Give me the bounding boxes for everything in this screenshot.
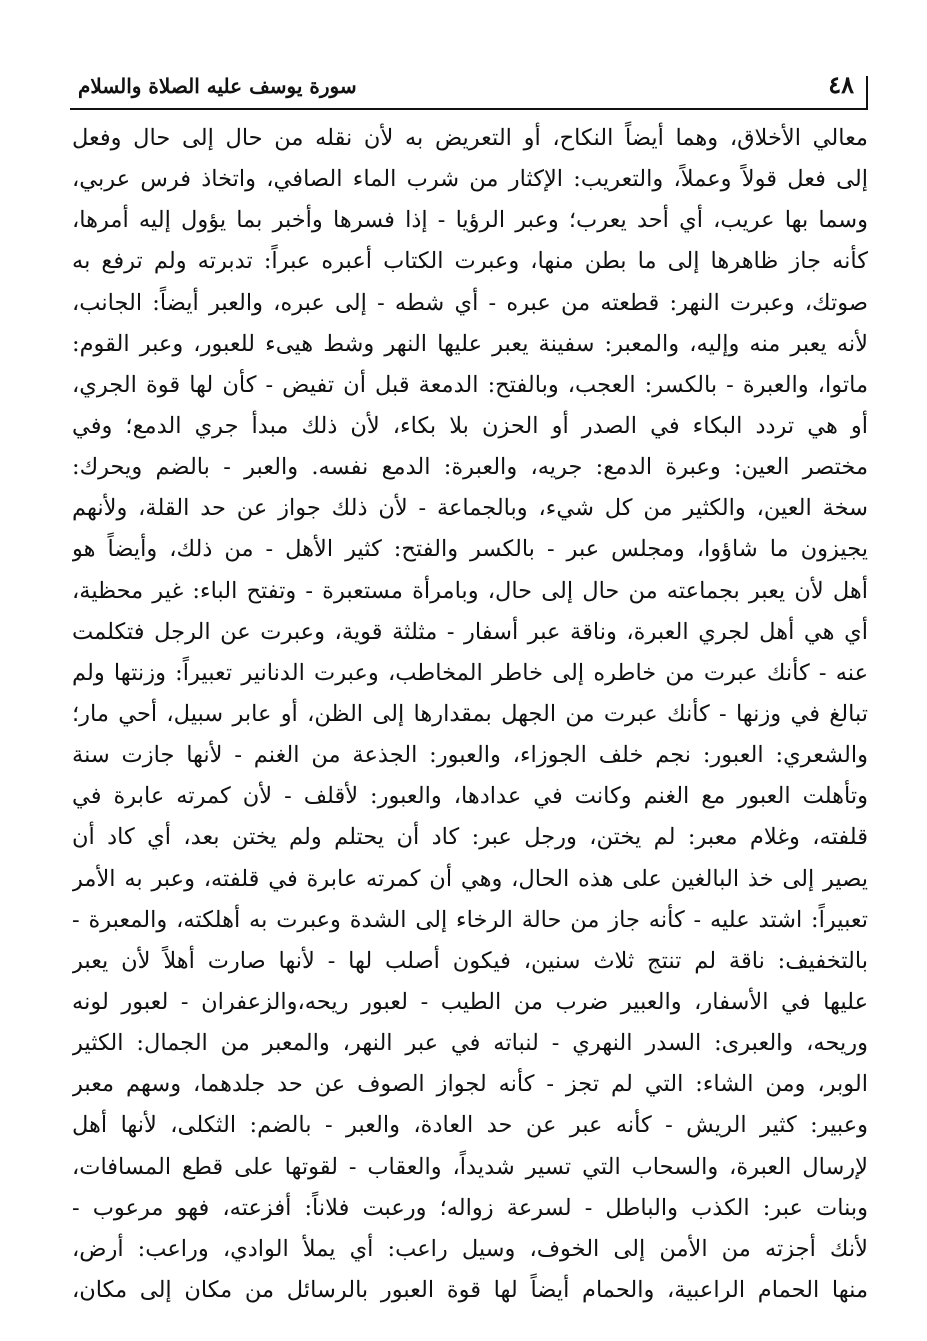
body-text [72,118,868,1311]
text-line: الوبر، ومن الشاء: التي لم تجز - كأنه لجواز الصوف عن حد جلدهما، وسهم معبر [72,1071,868,1098]
text-line: وتأهلت العبور مع الغنم وكانت في عدادها، والعبور: لأقلف - لأن كمرته عابرة في [72,783,868,810]
text-line: أهل لأن يعبر بجماعته من حال إلى حال، وبامرأة مستعبرة - وتفتح الباء: غير محظية، [72,577,868,604]
text-line: عليها في الأسفار، والعبير ضرب من الطيب - لعبور ريحه،والزعفران - لعبور لونه [72,988,868,1015]
text-line: وريحه، والعبرى: السدر النهري - لنباته في عبر النهر، والمعبر من الجمال: الكثير [72,1030,868,1057]
running-title: سورة يوسف عليه الصلاة والسلام [78,74,357,98]
text-line: أي هي أهل لجري العبرة، وناقة عبر أسفار - مثلثة قوية، وعبرت عن الرجل فتكلمت [72,618,868,645]
header-separator [866,76,868,110]
text-line: لأنك أجزته من الأمن إلى الخوف، وسيل راعب: أي يملأ الوادي، وراعب: أرض، [72,1235,868,1262]
text-line: قلفته، وغلام معبر: لم يختن، ورجل عبر: كاد أن يحتلم ولم يختن بعد، أي كاد أن [72,824,868,851]
text-line: لأنه يعبر منه وإليه، والمعبر: سفينة يعبر عليها النهر وشط هيىء للعبور، وعبر القوم: [72,330,868,357]
text-line: يصير إلى خذ البالغين على هذه الحال، وهي أن كمرته عابرة في قلفته، وعبر به الأمر [72,865,868,892]
text-line: أو هي تردد البكاء في الصدر أو الحزن بلا بكاء، لأن ذلك مبدأ جري الدمع؛ وفي [72,412,868,439]
text-line: وبنات عبر: الكذب والباطل - لسرعة زواله؛ ورعبت فلاناً: أفزعته، فهو مرعوب - [72,1194,868,1221]
page-header [70,62,868,110]
text-line: وسما بها عريب، أي أحد يعرب؛ وعبر الرؤيا - إذا فسرها وأخبر بما يؤول إليه أمرها، [72,207,868,234]
text-line: ماتوا، والعبرة - بالكسر: العجب، وبالفتح: الدمعة قبل أن تفيض - كأن لها قوة الجري، [72,371,868,398]
text-line: يجيزون ما شاؤوا، ومجلس عبر - بالكسر والفتح: كثير الأهل - من ذلك، وأيضاً هو [72,536,868,563]
text-line: سخة العين، والكثير من كل شيء، وبالجماعة - لأن ذلك جواز عن حد القلة، ولأنهم [72,495,868,522]
text-line: لإرسال العبرة، والسحاب التي تسير شديداً، والعقاب - لقوتها على قطع المسافات، [72,1153,868,1180]
text-line: معالي الأخلاق، وهما أيضاً النكاح، أو التعريض به لأن نقله من حال إلى حال وفعل [72,125,868,151]
text-line: صوتك، وعبرت النهر: قطعته من عبره - أي شطه - إلى عبره، والعبر أيضاً: الجانب، [72,289,868,316]
text-line: منها الحمام الراعبية، والحمام أيضاً لها قوة العبور بالرسائل من مكان إلى مكان، [72,1276,868,1303]
text-line: مختصر العين: وعبرة الدمع: جريه، والعبرة: الدمع نفسه. والعبر - بالضم ويحرك: [72,454,868,481]
text-line: وعبير: كثير الريش - كأنه عبر عن حد العادة، والعبر - بالضم: الثكلى، لأنها أهل [72,1112,868,1139]
text-line: عنه - كأنك عبرت من خاطره إلى خاطر المخاطب، وعبرت الدنانير تعبيراً: وزنتها ولم [72,659,868,686]
text-line: تبالغ في وزنها - كأنك عبرت من الجهل بمقدارها إلى الظن، أو عابر سبيل، أحي مار؛ [72,700,868,727]
text-line: تعبيراً: اشتد عليه - كأنه جاز من حالة الرخاء إلى الشدة وعبرت به أهلكته، والمعبرة - [72,906,868,933]
text-line: إلى فعل قولاً وعملاً، والتعريب: الإكثار من شرب الماء الصافي، واتخاذ فرس عربي، [72,166,868,193]
text-line: بالتخفيف: ناقة لم تنتج ثلاث سنين، فيكون أصلب لها - لأنها صارت أهلاً لأن يعبر [72,947,868,974]
page-number: ٤٨ [828,70,854,99]
text-line: والشعري: العبور: نجم خلف الجوزاء، والعبور: الجذعة من الغنم - لأنها جازت سنة [72,742,868,769]
text-line: كأنه جاز ظاهرها إلى ما بطن منها، وعبرت الكتاب أعبره عبراً: تدبرته ولم ترفع به [72,248,868,275]
